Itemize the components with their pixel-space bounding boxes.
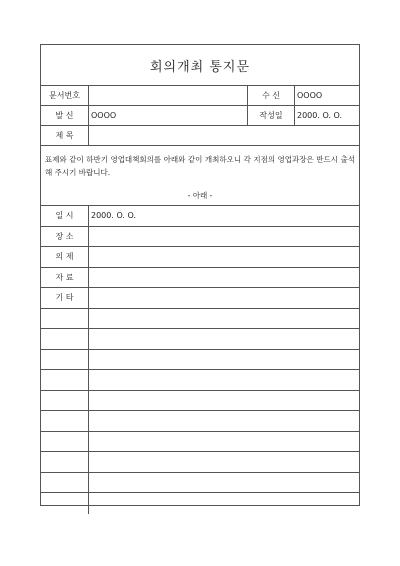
- detail-field[interactable]: [89, 247, 359, 267]
- blank-field[interactable]: [89, 309, 359, 329]
- detail-label: 일 시: [41, 206, 89, 226]
- doc-number-label: 문서번호: [41, 86, 89, 105]
- blank-row: [41, 391, 359, 412]
- subject-row: [41, 126, 359, 146]
- recipient-field[interactable]: OOOO: [297, 91, 323, 100]
- recipient-label: 수 신: [247, 86, 295, 105]
- blank-row: [41, 411, 359, 432]
- blank-field[interactable]: [89, 452, 359, 472]
- blank-field[interactable]: [89, 411, 359, 431]
- detail-row: [41, 206, 359, 227]
- blank-field[interactable]: [89, 370, 359, 390]
- blank-field[interactable]: [89, 493, 359, 514]
- blank-row: [41, 432, 359, 453]
- blank-label-cell: [41, 391, 89, 411]
- notice-section: [41, 146, 359, 206]
- blank-label-cell: [41, 350, 89, 370]
- doc-number-field[interactable]: [89, 86, 247, 105]
- blank-row: [41, 329, 359, 350]
- detail-field[interactable]: [89, 268, 359, 288]
- detail-row: [41, 227, 359, 248]
- detail-label: 의 제: [41, 247, 89, 267]
- blank-field[interactable]: [89, 432, 359, 452]
- detail-field[interactable]: [89, 227, 359, 247]
- detail-field[interactable]: [89, 288, 359, 308]
- blank-label-cell: [41, 329, 89, 349]
- detail-row: [41, 288, 359, 309]
- created-date-label: 작성일: [247, 106, 295, 125]
- sender-row: [41, 106, 359, 126]
- blank-row: [41, 350, 359, 371]
- blank-label-cell: [41, 493, 89, 514]
- blank-label-cell: [41, 309, 89, 329]
- detail-row: [41, 268, 359, 289]
- blank-field[interactable]: [89, 329, 359, 349]
- detail-label: 장 소: [41, 227, 89, 247]
- arae-heading: - 아래 -: [187, 191, 213, 200]
- blank-field[interactable]: [89, 473, 359, 493]
- detail-row: [41, 247, 359, 268]
- detail-label: 기 타: [41, 288, 89, 308]
- blank-row: [41, 473, 359, 494]
- document-sheet: [40, 44, 360, 506]
- blank-label-cell: [41, 452, 89, 472]
- blank-label-cell: [41, 370, 89, 390]
- detail-label: 자 료: [41, 268, 89, 288]
- subject-label: 제 목: [41, 126, 89, 145]
- detail-field[interactable]: 2000. O. O.: [91, 211, 137, 221]
- blank-row: [41, 493, 359, 514]
- blank-field[interactable]: [89, 391, 359, 411]
- notice-text: 표제와 같이 하반기 영업대책회의를 아래와 같이 개최하오니 각 지점의 영업과장은 반드시 출석해 주시기 바랍니다.: [45, 155, 355, 177]
- detail-list: [41, 206, 359, 514]
- subject-field[interactable]: [89, 126, 359, 145]
- document-title: 회의개최 통지문: [41, 45, 359, 86]
- blank-row: [41, 309, 359, 330]
- sender-label: 발 신: [41, 106, 89, 125]
- blank-label-cell: [41, 432, 89, 452]
- doc-number-row: [41, 86, 359, 106]
- blank-row: [41, 452, 359, 473]
- created-date-field[interactable]: 2000. O. O.: [297, 111, 343, 120]
- sender-field[interactable]: OOOO: [91, 111, 117, 120]
- blank-label-cell: [41, 411, 89, 431]
- blank-label-cell: [41, 473, 89, 493]
- blank-field[interactable]: [89, 350, 359, 370]
- blank-row: [41, 370, 359, 391]
